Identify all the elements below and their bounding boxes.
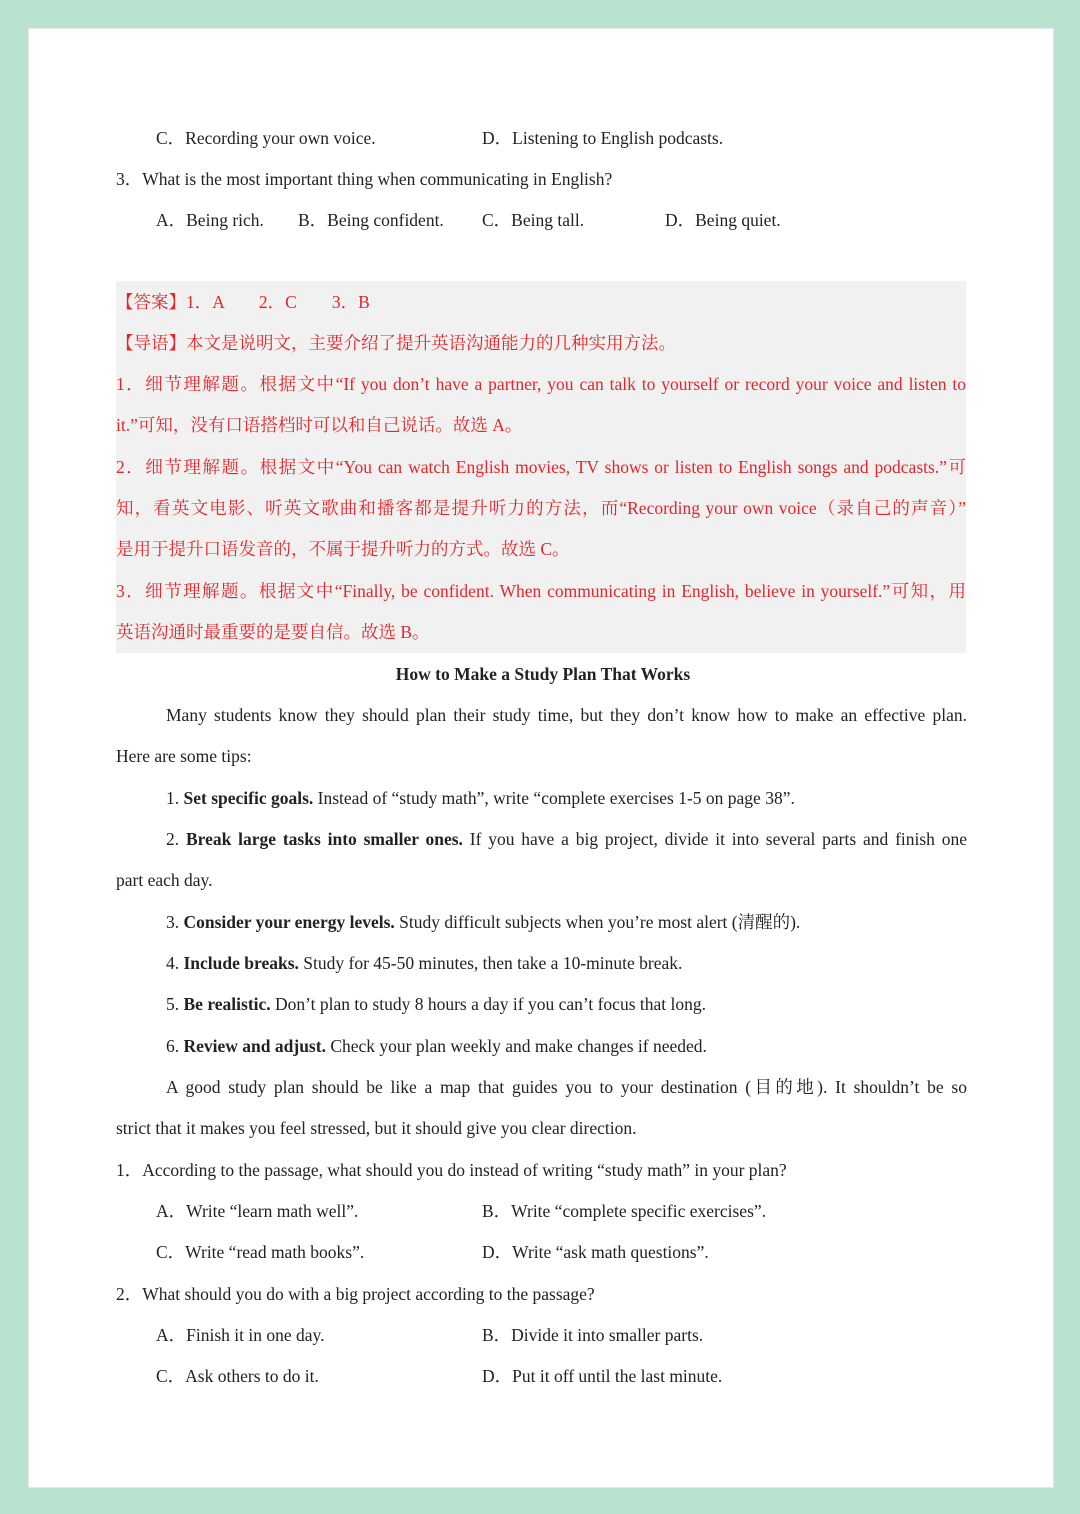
tip-2-heading: Break large tasks into smaller ones. <box>185 829 463 849</box>
passage-question-1: 1．According to the passage, what should you do instead of writing “study math” in your plan? <box>116 1160 787 1180</box>
document-page <box>28 28 1054 1488</box>
tip-4-text: Study for 45-50 minutes, then take a 10-minute break. <box>298 953 683 973</box>
tip-1-heading: Set specific goals. <box>183 788 314 808</box>
q3-option-c: C．Being tall. <box>482 210 585 230</box>
tip-4 <box>166 950 1020 976</box>
passage-question-2: 2．What should you do with a big project according to the passage? <box>116 1284 595 1304</box>
tip-4-number: 4. <box>166 953 184 973</box>
tip-2-text: If you have a big project, divide it into several parts and finish one <box>462 829 968 849</box>
explanation-2-line-3: 是用于提升口语发音的，不属于提升听力的方式。故选 C。 <box>116 539 570 559</box>
answer-key <box>116 289 970 315</box>
pq2-option-d: D．Put it off until the last minute. <box>482 1366 723 1386</box>
pq2-option-b: B．Divide it into smaller parts. <box>482 1325 704 1345</box>
tip-6-number: 6. <box>166 1036 184 1056</box>
pq1-option-b: B．Write “complete specific exercises”. <box>482 1201 767 1221</box>
answer-key-text: 1．A 2．C 3．B <box>186 292 370 312</box>
tip-3 <box>166 909 1020 935</box>
passage-title: How to Make a Study Plan That Works <box>395 664 691 684</box>
tip-3-number: 3. <box>166 912 184 932</box>
tip-5-text: Don’t plan to study 8 hours a day if you can’t focus that long. <box>270 994 706 1014</box>
passage-closing-line-1: A good study plan should be like a map that guides you to your destination (目的地). It shouldn’t be so <box>166 1077 967 1097</box>
tip-4-heading: Include breaks. <box>183 953 299 973</box>
tip-1-number: 1. <box>166 788 184 808</box>
option-d: D．Listening to English podcasts. <box>482 128 724 148</box>
passage-closing-line-2: strict that it makes you feel stressed, but it should give you clear direction. <box>116 1118 637 1138</box>
answer-intro-label: 【导语】 <box>116 333 186 353</box>
pq1-option-c: C．Write “read math books”. <box>156 1242 365 1262</box>
passage-intro-line-1: Many students know they should plan their study time, but they don’t know how to make an effective plan. <box>166 705 967 725</box>
tip-2-number: 2. <box>166 829 186 849</box>
explanation-2-line-1: 2．细节理解题。根据文中“You can watch English movies, TV shows or listen to English songs and podcasts.”可 <box>116 457 966 477</box>
tip-6-text: Check your plan weekly and make changes if needed. <box>325 1036 707 1056</box>
answer-intro-text: 本文是说明文，主要介绍了提升英语沟通能力的几种实用方法。 <box>186 333 676 353</box>
question-3: 3．What is the most important thing when communicating in English? <box>116 169 613 189</box>
pq2-option-c: C．Ask others to do it. <box>156 1366 319 1386</box>
tip-6-heading: Review and adjust. <box>183 1036 326 1056</box>
pq2-option-a: A．Finish it in one day. <box>156 1325 325 1345</box>
answer-intro <box>116 330 970 356</box>
explanation-1-line-2: it.”可知，没有口语搭档时可以和自己说话。故选 A。 <box>116 415 523 435</box>
pq1-option-d: D．Write “ask math questions”. <box>482 1242 709 1262</box>
option-c: C．Recording your own voice. <box>156 128 376 148</box>
tip-1-text: Instead of “study math”, write “complete exercises 1-5 on page 38”. <box>313 788 795 808</box>
tip-2-continued: part each day. <box>116 870 213 890</box>
q3-option-d: D．Being quiet. <box>665 210 781 230</box>
passage-intro-line-2: Here are some tips: <box>116 746 252 766</box>
tip-3-heading: Consider your energy levels. <box>183 912 395 932</box>
pq1-option-a: A．Write “learn math well”. <box>156 1201 359 1221</box>
tip-6 <box>166 1033 1020 1059</box>
q3-option-b: B．Being confident. <box>298 210 444 230</box>
q3-option-a: A．Being rich. <box>156 210 264 230</box>
tip-3-text: Study difficult subjects when you’re most alert (清醒的). <box>394 912 801 932</box>
answer-key-label: 【答案】 <box>116 292 186 312</box>
explanation-2-line-2: 知，看英文电影、听英文歌曲和播客都是提升听力的方法，而“Recording your own voice（录自己的声音）” <box>116 498 966 518</box>
tip-5-number: 5. <box>166 994 184 1014</box>
tip-5-heading: Be realistic. <box>183 994 271 1014</box>
explanation-1-line-1: 1．细节理解题。根据文中“If you don’t have a partner, you can talk to yourself or record your voice and listen to <box>116 374 966 394</box>
tip-2 <box>166 826 967 852</box>
tip-5 <box>166 991 1020 1017</box>
explanation-3-line-1: 3．细节理解题。根据文中“Finally, be confident. When communicating in English, believe in yourself.”可知，用 <box>116 581 966 601</box>
explanation-3-line-2: 英语沟通时最重要的是要自信。故选 B。 <box>116 622 430 642</box>
tip-1 <box>166 785 1020 811</box>
